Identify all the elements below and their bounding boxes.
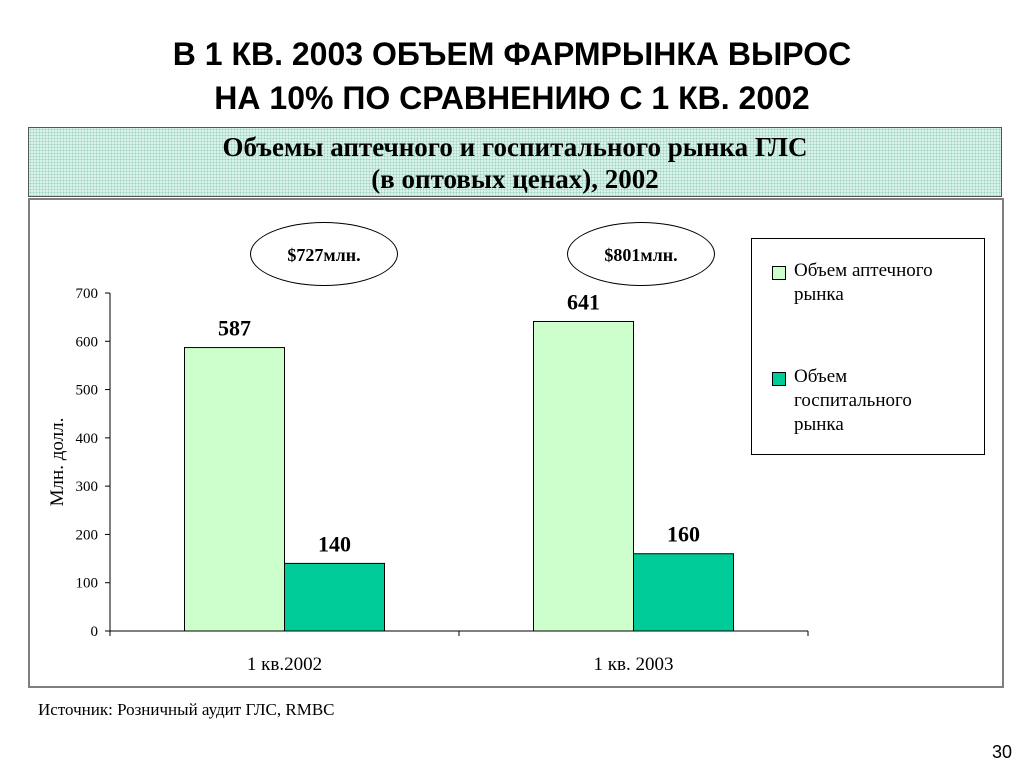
chart-legend bbox=[751, 238, 985, 455]
x-tick-label: 1 кв. 2003 bbox=[593, 654, 674, 675]
y-tick-label: 300 bbox=[75, 479, 98, 496]
legend-label-hospital-line-2: госпитального bbox=[794, 390, 912, 411]
bar bbox=[534, 321, 634, 631]
legend-label-hospital-line-1: Объем bbox=[794, 366, 848, 387]
total-callout-2002 bbox=[250, 222, 398, 286]
chart-subtitle-line-1: Объемы аптечного и госпитального рынка ГЛС bbox=[222, 132, 808, 162]
y-tick-label: 500 bbox=[75, 382, 98, 399]
total-callout-2003-label: $801млн. bbox=[604, 245, 678, 265]
slide-title-line-2: НА 10% ПО СРАВНЕНИЮ С 1 КВ. 2002 bbox=[214, 80, 810, 116]
legend-label-pharmacy-line-1: Объем аптечного bbox=[794, 260, 933, 281]
total-callout-2002-label: $727млн. bbox=[287, 245, 361, 265]
slide-title-line-1: В 1 КВ. 2003 ОБЪЕМ ФАРМРЫНКА ВЫРОС bbox=[172, 36, 852, 72]
y-tick-label: 600 bbox=[75, 334, 98, 351]
legend-item-hospital bbox=[772, 365, 977, 437]
source-note: Источник: Розничный аудит ГЛС, RMBC bbox=[38, 700, 335, 719]
bar-value-label: 160 bbox=[667, 521, 700, 547]
page-number: 30 bbox=[991, 742, 1012, 762]
legend-item-pharmacy bbox=[772, 259, 977, 307]
bar-value-label: 140 bbox=[318, 531, 351, 557]
x-tick-label: 1 кв.2002 bbox=[246, 654, 323, 675]
y-tick-label: 200 bbox=[75, 527, 98, 544]
legend-label-hospital-line-3: рынка bbox=[794, 414, 844, 435]
bar-value-label: 641 bbox=[567, 289, 600, 315]
chart-subtitle-line-2: (в оптовых ценах), 2002 bbox=[371, 164, 659, 194]
legend-swatch-hospital bbox=[772, 372, 786, 386]
bar-value-label: 587 bbox=[218, 315, 251, 341]
bar bbox=[185, 348, 285, 631]
y-tick-label: 0 bbox=[90, 624, 98, 640]
bar bbox=[634, 554, 734, 631]
y-tick-label: 100 bbox=[75, 575, 98, 592]
bar bbox=[285, 563, 385, 631]
y-axis-label: Млн. долл. bbox=[47, 417, 68, 507]
legend-swatch-pharmacy bbox=[772, 266, 786, 280]
y-tick-label: 400 bbox=[75, 430, 98, 447]
y-tick-label: 700 bbox=[75, 286, 98, 302]
legend-label-pharmacy-line-2: рынка bbox=[794, 284, 844, 305]
total-callout-2003 bbox=[567, 222, 715, 286]
